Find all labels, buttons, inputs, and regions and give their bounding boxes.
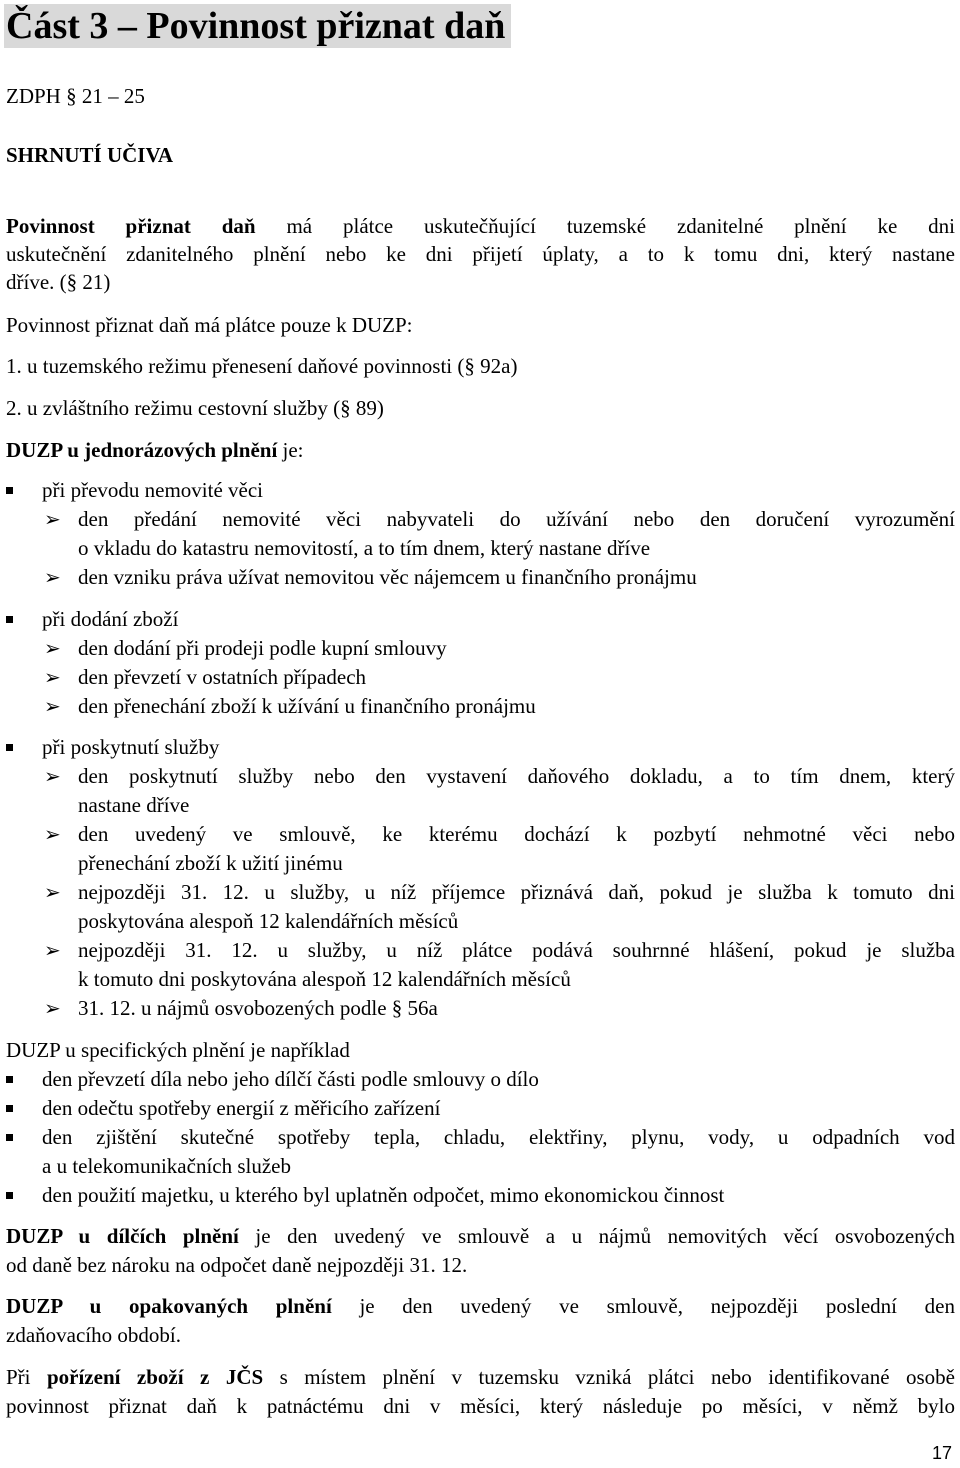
page-number: 17 — [931, 1443, 952, 1463]
list-item: den převzetí v ostatních případech — [78, 665, 367, 689]
arrow-bullet-icon: ➢ — [44, 938, 61, 962]
list-item-continuation: poskytována alespoň 12 kalendářních měsíců — [78, 909, 459, 933]
page-title: Část 3 – Povinnost přiznat daň — [4, 4, 511, 48]
list-item: den uvedený ve smlouvě, ke kterému dochází k pozbytí nehmotné věci nebo — [78, 822, 955, 846]
arrow-bullet-icon: ➢ — [44, 764, 61, 788]
duzp-only-item: 2. u zvláštního režimu cestovní služby (§ 89) — [6, 396, 384, 420]
list-item-continuation: a u telekomunikačních služeb — [42, 1154, 291, 1178]
list-item-continuation: o vkladu do katastru nemovitostí, a to tím dnem, který nastane dříve — [78, 536, 651, 560]
list-item: den vzniku práva užívat nemovitou věc nájemcem u finančního pronájmu — [78, 565, 697, 589]
list-item: 31. 12. u nájmů osvobozených podle § 56a — [78, 996, 438, 1020]
repeated-line-2: zdaňovacího období. — [6, 1323, 181, 1347]
square-bullet-icon — [6, 1134, 13, 1141]
list-item: den odečtu spotřeby energií z měřicího zařízení — [42, 1096, 441, 1120]
list-item-continuation: nastane dříve — [78, 793, 190, 817]
arrow-bullet-icon: ➢ — [44, 822, 61, 846]
list-item: den zjištění skutečné spotřeby tepla, chladu, elektřiny, plynu, vody, u odpadních vod — [42, 1125, 955, 1149]
partial-line-1: DUZP u dílčích plnění je den uvedený ve smlouvě a u nájmů nemovitých věcí osvobozených — [6, 1224, 956, 1248]
intro-line-3: dříve. (§ 21) — [6, 270, 111, 294]
acquisition-line-1: Při pořízení zboží z JČS s místem plnění v tuzemsku vzniká plátci nebo identifikované osobě — [6, 1365, 955, 1389]
list-item: nejpozději 31. 12. u služby, u níž plátce podává souhrnné hlášení, pokud je služba — [78, 938, 955, 962]
group-label: při převodu nemovité věci — [42, 478, 264, 502]
list-item: den předání nemovité věci nabyvateli do užívání nebo den doručení vyrozumění — [78, 507, 955, 531]
square-bullet-icon — [6, 1192, 13, 1199]
partial-bold: DUZP u dílčích plnění — [6, 1224, 239, 1248]
acquisition-line-2: povinnost přiznat daň k patnáctému dni v měsíci, který následuje po měsíci, v němž bylo — [6, 1394, 955, 1418]
specific-intro: DUZP u specifických plnění je například — [6, 1038, 350, 1062]
arrow-bullet-icon: ➢ — [44, 565, 61, 589]
group-label: při dodání zboží — [42, 607, 179, 631]
list-item: den poskytnutí služby nebo den vystavení daňového dokladu, a to tím dnem, který — [78, 764, 955, 788]
group-label: při poskytnutí služby — [42, 735, 220, 759]
arrow-bullet-icon: ➢ — [44, 996, 61, 1020]
square-bullet-icon — [6, 744, 13, 751]
list-item: nejpozději 31. 12. u služby, u níž příjemce přiznává daň, pokud je služba k tomuto dni — [78, 880, 955, 904]
duzp-only-intro: Povinnost přiznat daň má plátce pouze k DUZP: — [6, 313, 413, 337]
intro-line-1: Povinnost přiznat daň má plátce uskutečňující tuzemské zdanitelné plnění ke dni — [6, 214, 956, 238]
arrow-bullet-icon: ➢ — [44, 880, 61, 904]
repeated-bold: DUZP u opakovaných plnění — [6, 1294, 332, 1318]
summary-heading: SHRNUTÍ UČIVA — [6, 143, 174, 167]
list-item: den převzetí díla nebo jeho dílčí části podle smlouvy o dílo — [42, 1067, 539, 1091]
intro-bold: Povinnost přiznat daň — [6, 214, 256, 238]
duzp-only-item: 1. u tuzemského režimu přenesení daňové povinnosti (§ 92a) — [6, 354, 518, 378]
list-item-continuation: k tomuto dni poskytována alespoň 12 kalendářních měsíců — [78, 967, 571, 991]
one-off-heading: DUZP u jednorázových plnění je: — [6, 438, 304, 462]
acquisition-bold: pořízení zboží z JČS — [46, 1365, 264, 1389]
square-bullet-icon — [6, 1076, 13, 1083]
arrow-bullet-icon: ➢ — [44, 636, 61, 660]
arrow-bullet-icon: ➢ — [44, 507, 61, 531]
repeated-line-1: DUZP u opakovaných plnění je den uvedený ve smlouvě, nejpozději poslední den — [6, 1294, 955, 1318]
square-bullet-icon — [6, 1105, 13, 1112]
square-bullet-icon — [6, 616, 13, 623]
law-reference: ZDPH § 21 – 25 — [6, 84, 145, 108]
list-item: den přenechání zboží k užívání u finančního pronájmu — [78, 694, 536, 718]
intro-line-2: uskutečnění zdanitelného plnění nebo ke dni přijetí úplaty, a to k tomu dni, který nastane — [6, 242, 955, 266]
arrow-bullet-icon: ➢ — [44, 665, 61, 689]
list-item: den dodání při prodeji podle kupní smlouvy — [78, 636, 447, 660]
one-off-bold: DUZP u jednorázových plnění — [6, 438, 278, 462]
partial-line-2: od daně bez nároku na odpočet daně nejpozději 31. 12. — [6, 1253, 468, 1277]
square-bullet-icon — [6, 487, 13, 494]
arrow-bullet-icon: ➢ — [44, 694, 61, 718]
list-item: den použití majetku, u kterého byl uplatněn odpočet, mimo ekonomickou činnost — [42, 1183, 725, 1207]
list-item-continuation: přenechání zboží k užití jinému — [78, 851, 343, 875]
